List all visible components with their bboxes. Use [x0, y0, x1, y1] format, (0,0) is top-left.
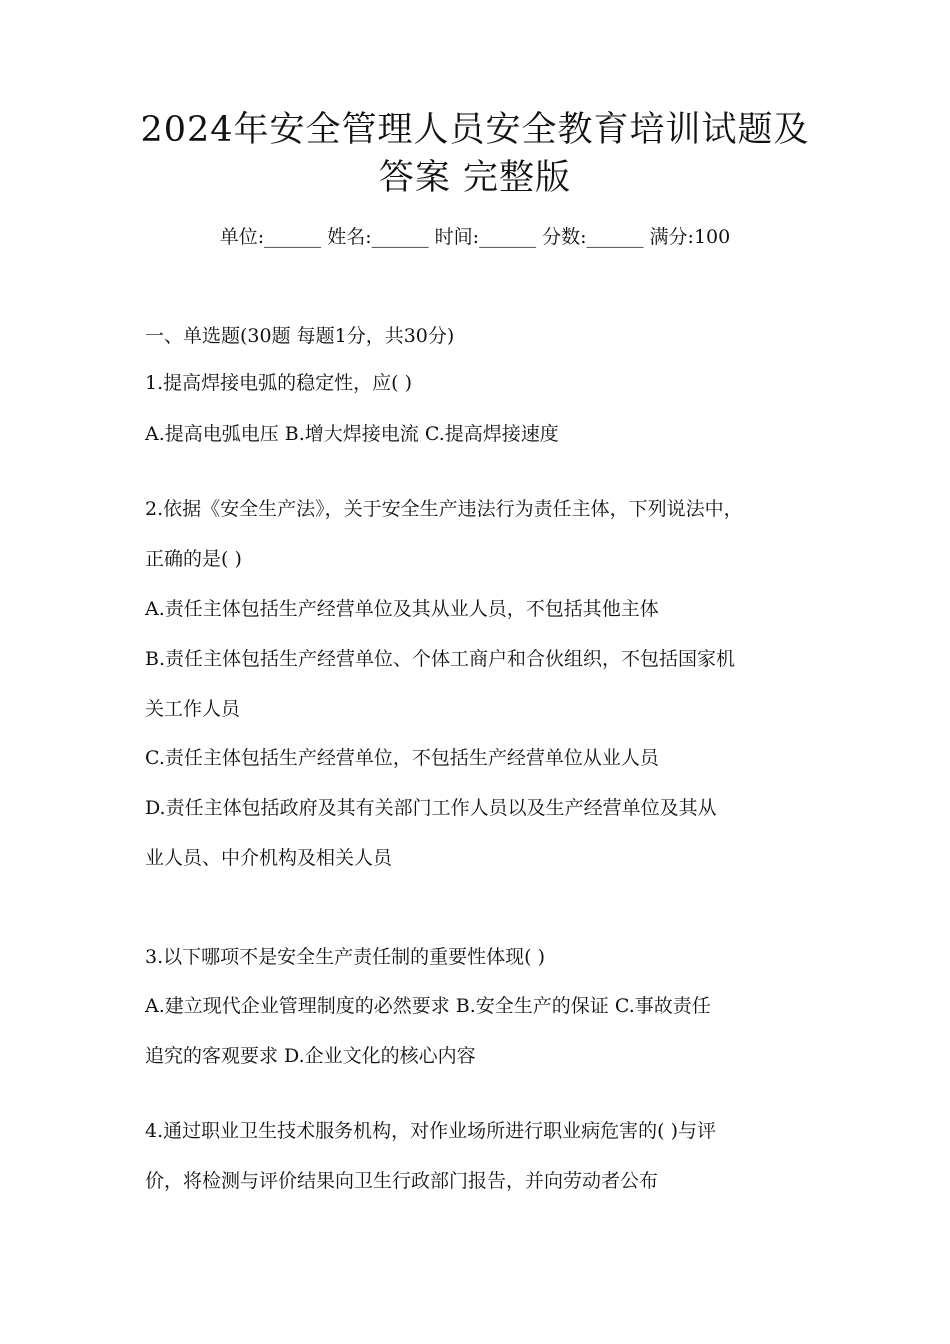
section-heading: 一、单选题(30题 每题1分，共30分) [145, 325, 455, 347]
question-2-option-d-line-2: 业人员、中介机构及相关人员 [145, 847, 393, 869]
question-1-stem: 1.提高焊接电弧的稳定性，应( ) [145, 372, 412, 394]
question-2-stem-line-2: 正确的是( ) [145, 548, 242, 570]
question-2-option-c: C.责任主体包括生产经营单位，不包括生产经营单位从业人员 [145, 747, 659, 769]
question-2-option-b-line-2: 关工作人员 [145, 698, 241, 720]
question-4-stem-line-2: 价，将检测与评价结果向卫生行政部门报告，并向劳动者公布 [145, 1170, 659, 1192]
question-3-stem: 3.以下哪项不是安全生产责任制的重要性体现( ) [145, 946, 545, 968]
question-4-stem-line-1: 4.通过职业卫生技术服务机构，对作业场所进行职业病危害的( )与评 [145, 1120, 716, 1142]
question-2-option-d-line-1: D.责任主体包括政府及其有关部门工作人员以及生产经营单位及其从 [145, 797, 717, 819]
question-3-options-line-2: 追究的客观要求 D.企业文化的核心内容 [145, 1045, 476, 1067]
exam-info-line: 单位:______ 姓名:______ 时间:______ 分数:______ 满分:100 [219, 226, 731, 248]
question-2-option-a: A.责任主体包括生产经营单位及其从业人员，不包括其他主体 [145, 598, 659, 620]
question-1-options: A.提高电弧电压 B.增大焊接电流 C.提高焊接速度 [145, 423, 559, 445]
question-2-stem-line-1: 2.依据《安全生产法》，关于安全生产违法行为责任主体，下列说法中， [145, 498, 743, 520]
document-title-line-2: 答案 完整版 [378, 158, 572, 198]
question-2-option-b-line-1: B.责任主体包括生产经营单位、个体工商户和合伙组织，不包括国家机 [145, 648, 736, 670]
document-title-line-1: 2024年安全管理人员安全教育培训试题及 [140, 110, 810, 150]
question-3-options-line-1: A.建立现代企业管理制度的必然要求 B.安全生产的保证 C.事故责任 [145, 995, 711, 1017]
